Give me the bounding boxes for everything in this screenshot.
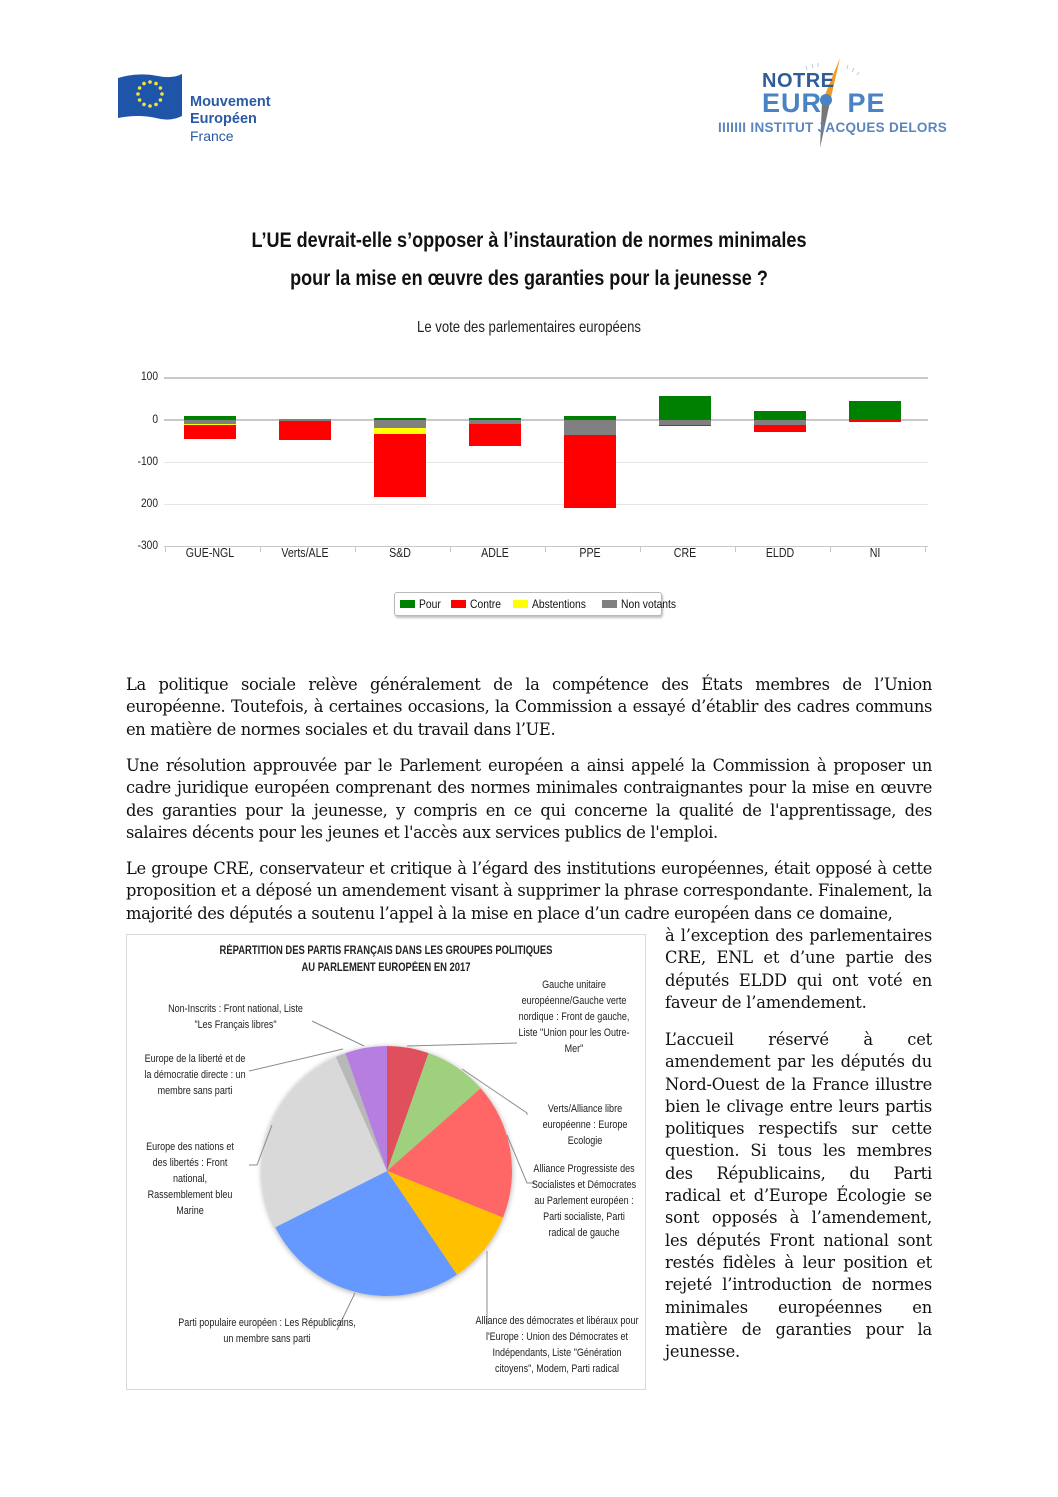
x-tick [165, 547, 166, 552]
leader-line-ni [312, 1021, 364, 1046]
gridline [164, 377, 928, 379]
paragraph-3: Le groupe CRE, conservateur et critique à l’égard des institutions européennes, était opposé à cette proposition et a déposé un amendement visant à supprimer la phrase correspondante. Finalement, la majorité des députés a soutenu l’appel à la mise en place d’un cadre européen dans ce domaine, [126, 859, 932, 923]
legend-item-non-votants: Non votants [602, 597, 685, 611]
bar-seg-contre [849, 420, 901, 422]
party-distribution-pie-figure [126, 934, 646, 1390]
legend-swatch [513, 600, 528, 608]
y-tick: 100 [140, 369, 158, 383]
bar-seg-contre [659, 425, 711, 426]
paragraph-1: La politique sociale relève généralement de la compétence des États membres de l’Union européenne. Toutefois, à certaines occasions, la Commission a essayé d’établir des cadres communs en matière de normes sociales et du travail dans l’UE. [126, 675, 932, 739]
x-label: ADLE [481, 546, 509, 560]
x-label: S&D [389, 546, 411, 560]
x-tick [640, 547, 641, 552]
vote-bar-chart [128, 368, 928, 568]
bar-seg-contre [184, 425, 236, 439]
paragraph-3-continued: à l’exception des parlementaires CRE, ENL et d’une partie des députés ELDD qui ont voté en faveur de l’amendement. [665, 926, 932, 1012]
bar-seg-contre [374, 434, 426, 497]
bar-seg-contre [754, 425, 806, 432]
pie-title-line1: RÉPARTITION DES PARTIS FRANÇAIS DANS LES GROUPES POLITIQUES [219, 945, 553, 957]
chart-subtitle: Le vote des parlementaires européens [417, 319, 641, 336]
pie-label-gue: Gauche unitaire européenne/Gauche verte nordique : Front de gauche, Liste "Union pour les Outre-Mer" [518, 979, 630, 1055]
pie-label-efdd: Europe de la liberté et de la démocratie directe : un membre sans parti [144, 1053, 246, 1097]
mouvement-europeen-logo [118, 68, 298, 148]
x-label: PPE [579, 546, 601, 560]
bar-seg-contre [469, 424, 521, 446]
pie-label-enf: Europe des nations et des libertés : Front national, Rassemblement bleu Marine [146, 1141, 234, 1217]
x-tick [925, 547, 926, 552]
x-label: Verts/ALE [281, 546, 329, 560]
x-label: NI [869, 546, 881, 560]
pie-label-alde: Alliance des démocrates et libéraux pour l'Europe : Union des Démocrates et Indépendants, Liste "Génération citoyens", Modem, Parti radical [475, 1315, 639, 1375]
legend-swatch [400, 600, 415, 608]
logo-text-line2: Européen [190, 111, 257, 127]
legend-swatch [451, 600, 466, 608]
bar-seg-pour [849, 401, 901, 420]
y-tick: -300 [137, 538, 158, 552]
page-title-line1: L’UE devrait-elle s’opposer à l’instauration de normes minimales [251, 229, 807, 252]
bar-seg-non-votants [564, 420, 616, 435]
chart-legend [394, 592, 677, 616]
gridline [164, 462, 928, 463]
y-tick: 200 [140, 496, 158, 510]
logo-notre: NOTRE [762, 70, 835, 92]
legend-item-pour: Pour [400, 597, 444, 611]
gridline [164, 504, 928, 505]
bar-seg-pour [659, 396, 711, 420]
x-label: CRE [673, 546, 697, 560]
legend-item-contre: Contre [451, 597, 506, 611]
legend-item-abstentions: Abstentions [513, 597, 595, 611]
x-tick [450, 547, 451, 552]
y-tick: 0 [152, 412, 158, 426]
x-tick [735, 547, 736, 552]
paragraph-2: Une résolution approuvée par le Parlement européen a ainsi appelé la Commission à proposer un cadre juridique européen comprenant des normes minimales contraignantes pour la mise en œuvre des garanties pour la jeunesse, y compris en ce qui concerne la qualité de l'apprentissage, des salaires décents pour les jeunes et l'accès aux services publics de l'emploi. [126, 756, 932, 842]
x-tick [355, 547, 356, 552]
eu-flag-icon [118, 72, 182, 122]
x-label: GUE-NGL [185, 546, 235, 560]
x-tick [830, 547, 831, 552]
paragraph-4: L’accueil réservé à cet amendement par les députés du Nord-Ouest de la France illustre bien le clivage entre leurs partis politiques respectifs sur cette question. Si tous les membres des Républicains, du Parti radical et d’Europe Écologie se sont opposés à l’amendement, les députés Front national sont restés fidèles à leur position et rejeté l’introduction de normes minimales européennes en matière de garanties pour la jeunesse. [665, 1030, 932, 1362]
pie-title-line2: AU PARLEMENT EUROPÉEN EN 2017 [301, 962, 471, 974]
y-tick: -100 [137, 454, 158, 468]
logo-europe: EUR PE [762, 88, 886, 118]
x-label: ELDD [765, 546, 795, 560]
notre-europe-logo [718, 56, 948, 148]
bar-seg-contre [279, 421, 331, 440]
logo-text-line1: Mouvement [190, 94, 271, 110]
pie-label-verts: Verts/Alliance libre européenne : Europe Ecologie [542, 1103, 628, 1147]
logo-text-line3: France [190, 128, 234, 144]
bar-seg-non-votants [374, 420, 426, 428]
bar-seg-pour [754, 411, 806, 420]
x-tick [260, 547, 261, 552]
pie-label-ppe: Parti populaire européen : Les Républicains, un membre sans parti [178, 1317, 356, 1345]
pie-label-ni: Non-Inscrits : Front national, Liste "Les Français libres" [168, 1003, 303, 1031]
bar-seg-contre [564, 435, 616, 508]
x-tick [545, 547, 546, 552]
logo-institut: IIIIIII INSTITUT JACQUES DELORS [718, 120, 948, 135]
pie-label-sd: Alliance Progressiste des Socialistes et Démocrates au Parlement européen : Parti socialiste, Parti radical de gauche [531, 1163, 637, 1239]
page-title-line2: pour la mise en œuvre des garanties pour la jeunesse ? [290, 267, 768, 290]
legend-swatch [602, 600, 617, 608]
leader-line-gue [407, 1043, 517, 1046]
